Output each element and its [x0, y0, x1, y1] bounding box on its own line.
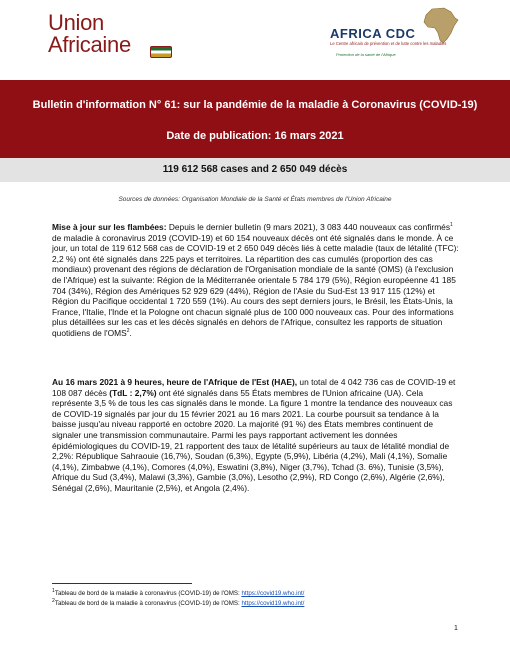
- africa-update-lead: Au 16 mars 2021 à 9 heures, heure de l'Afrique de l'Est (HAE),: [52, 377, 298, 387]
- outbreak-update-paragraph: [52, 222, 462, 339]
- africa-update-paragraph: [52, 377, 462, 494]
- p2-cfr-bold: (TdL : 2,7%): [109, 387, 157, 398]
- cdc-logo-tagline: Protection de la santé de l'Afrique: [336, 52, 396, 57]
- footnote-2-link[interactable]: https://covid19.who.int/: [241, 600, 305, 608]
- cdc-logo-subtitle: Le Centre africain de prévention et de lutte contre les maladies: [330, 41, 447, 46]
- p2-text-a: un total de 4 042 736 cas de COVID-19 et 108 087 décès: [52, 377, 456, 398]
- footnote-1: [52, 588, 304, 597]
- footnote-1-link[interactable]: https://covid19.who.int/: [241, 590, 305, 598]
- title-banner: [0, 80, 510, 158]
- footnote-1-number: 1: [52, 588, 55, 594]
- footnote-ref-2: 2: [126, 328, 130, 335]
- footnote-2-text: Tableau de bord de la maladie à coronavirus (COVID-19) de l'OMS:: [54, 600, 242, 608]
- footnote-1-text: Tableau de bord de la maladie à coronavirus (COVID-19) de l'OMS:: [54, 590, 242, 598]
- bulletin-title: Bulletin d'information N° 61: sur la pandémie de la maladie à Coronavirus (COVID-19): [32, 99, 478, 111]
- au-logo-line2: Africaine: [48, 32, 131, 57]
- footnote-2-number: 2: [52, 598, 55, 604]
- footnote-divider: [52, 583, 192, 584]
- publication-date: Date de publication: 16 mars 2021: [166, 130, 344, 142]
- p1-text-b: de maladie à coronavirus 2019 (COVID-19) et 60 154 nouveaux décès ont été signalés dans le monde. À ce jour, un total de 119 612 568 cas de COVID-19 et 2 650 049 décès liés à cette maladie (taux de létalité (TFC): 2,2 %) ont été signalés dans 225 pays et territoires. La répartition des cas cumulés (proportion des cas mondiaux) provenant des régions de déclaration de l'Organisation mondiale de la santé (OMS) (à l'exclusion de l'Afrique) est la suivante: Région de la Méditerranée orientale 5 784 179 (5%), Région européenne 41 185 704 (34%), Région des Amériques 52 929 629 (44%), Région de l'Asie du Sud-Est 13 917 115 (12%) et Région du Pacifique occidental 1 720 559 (1%). Au cours des sept derniers jours, le Brésil, les États-Unis, la France, l'Italie, l'Inde et la Pologne ont chacun signalé plus de 100 000 nouveaux cas. Pour des informations plus détaillées sur les cas et les décès signalés en dehors de l'Afrique, consultez les rapports de situation quotidiens de l'OMS: [52, 232, 459, 338]
- summary-cases: 119 612 568 cases and 2 650 049 décès: [162, 164, 348, 175]
- footnote-ref-1: 1: [450, 222, 453, 229]
- p1-text-a: Depuis le dernier bulletin (9 mars 2021), 3 083 440 nouveaux cas confirmés: [166, 222, 451, 232]
- au-emblem-icon: [150, 46, 172, 58]
- page-number: 1: [454, 625, 458, 632]
- outbreak-update-lead: Mise à jour sur les flambées:: [52, 222, 167, 232]
- au-logo-line1: Union: [48, 10, 104, 35]
- p2-text-b: ont été signalés dans 55 États membres de l'Union africaine (UA). Cela représente 3,5 % de tous les cas signalés dans le monde. La figure 1 montre la tendance des nouveaux cas de COVID-19 signalés par jour du 15 février 2021 au 16 mars 2021. La courbe poursuit sa tendance à la baisse jusqu'au niveau rapporté en octobre 2020. La majorité (91 %) des États membres continuent de signaler une transmission communautaire. Parmi les pays rapportant activement les données épidémiologiques du COVID-19, 21 rapportent des taux de létalité supérieurs au taux de létalité mondial de 2,2%: République Sahraouie (16,7%), Soudan (6,3%), Egypte (5,9%), Libéria (4,2%), Mali (4,1%), Somalie (4,1%), Zimbabwe (4,1%), Comores (4,0%), Eswatini (3,8%), Niger (3,7%), Tchad (3. 6%), Tunisie (3,5%), Afrique du Sud (3,4%), Malawi (3,3%), Gambie (3,0%), Lesotho (2,9%), RD Congo (2,6%), Algérie (2,6%), Sénégal (2,6%), Mauritanie (2,5%), et Angola (2,4%).: [52, 387, 453, 493]
- data-source-note: Sources de données: Organisation Mondiale de la Santé et États membres de l'Union Africaine: [118, 196, 392, 203]
- footnote-2: [52, 598, 304, 607]
- p1-text-c: .: [129, 327, 132, 338]
- africa-map-icon: [418, 6, 464, 46]
- cdc-logo-name: AFRICA CDC: [330, 26, 416, 41]
